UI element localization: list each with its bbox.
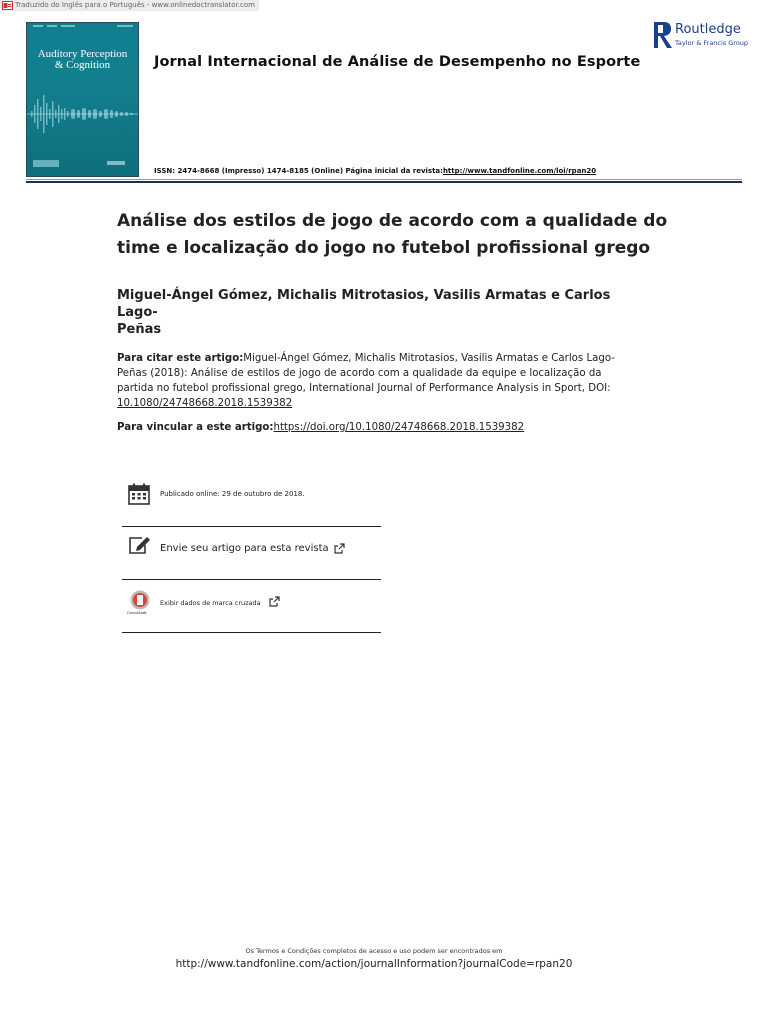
- issn-line: [154, 167, 596, 175]
- article-info-panel: [122, 480, 381, 640]
- translator-banner[interactable]: [0, 0, 259, 11]
- header-divider-thick: [26, 181, 742, 183]
- publisher-name: Routledge: [675, 22, 741, 37]
- crossmark-logo-text: CrossMark: [127, 611, 147, 615]
- publisher-subtitle: Taylor & Francis Group: [675, 39, 749, 47]
- article-title: Análise dos estilos de jogo de acordo com a qualidade do time e localização do jogo no futebol profissional grego: [117, 211, 668, 258]
- submit-article-text[interactable]: Envie seu artigo para esta revista: [160, 543, 329, 554]
- citation-block: [117, 351, 617, 411]
- citation-text: Miguel-Ángel Gómez, Michalis Mitrotasios, Vasilis Armatas e Carlos Lago-Peñas (2018): Análise de estilos de jogo de acordo com a qualidade da equipe e localização da partida no futebol profissional grego, International Journal of Performance Analysis in Sport, DOI:: [117, 353, 615, 394]
- crossmark-row[interactable]: [122, 580, 381, 632]
- routledge-r-icon: [652, 21, 674, 51]
- article-authors: Miguel-Ángel Gómez, Michalis Mitrotasios, Vasilis Armatas e Carlos Lago- Peñas: [117, 288, 611, 337]
- published-row: [122, 480, 381, 526]
- terms-text: Os Termos e Condições completos de acesso e uso podem ser encontrados em: [245, 947, 503, 955]
- issn-text: ISSN: 2474-8668 (Impresso) 1474-8185 (Online) Página inicial da revista:: [154, 167, 443, 175]
- journal-cover-image[interactable]: [26, 22, 139, 177]
- crossmark-icon: [128, 590, 152, 610]
- terms-link[interactable]: http://www.tandfonline.com/action/journalInformation?journalCode=rpan20: [175, 958, 573, 970]
- submit-article-row[interactable]: [122, 527, 381, 579]
- published-date-text: Publicado online: 29 de outubro de 2018.: [160, 490, 305, 498]
- waveform-graphic: [27, 75, 139, 155]
- external-link-icon: [269, 596, 280, 607]
- article-doi-link[interactable]: https://doi.org/10.1080/24748668.2018.1539382: [273, 422, 525, 433]
- link-label: Para vincular a este artigo:: [117, 422, 274, 433]
- cover-title: Auditory Perception & Cognition: [37, 48, 128, 71]
- pdf-icon: [2, 1, 13, 10]
- panel-divider: [122, 632, 381, 633]
- citation-label: Para citar este artigo:: [117, 353, 244, 364]
- edit-icon: [128, 535, 152, 555]
- journal-homepage-link[interactable]: http://www.tandfonline.com/loi/rpan20: [442, 167, 597, 175]
- journal-title: Jornal Internacional de Análise de Desempenho no Esporte: [154, 54, 641, 70]
- translator-banner-text: Traduzido do Inglês para o Português - www.onlinedoctranslator.com: [15, 1, 255, 9]
- calendar-icon: [128, 483, 150, 505]
- header-divider: [26, 179, 742, 180]
- external-link-icon: [334, 543, 345, 554]
- article-link-block: [117, 421, 637, 435]
- crossmark-text[interactable]: Exibir dados de marca cruzada: [160, 599, 261, 607]
- publisher-logo[interactable]: [652, 21, 748, 51]
- citation-doi-link[interactable]: 10.1080/24748668.2018.1539382: [117, 398, 293, 409]
